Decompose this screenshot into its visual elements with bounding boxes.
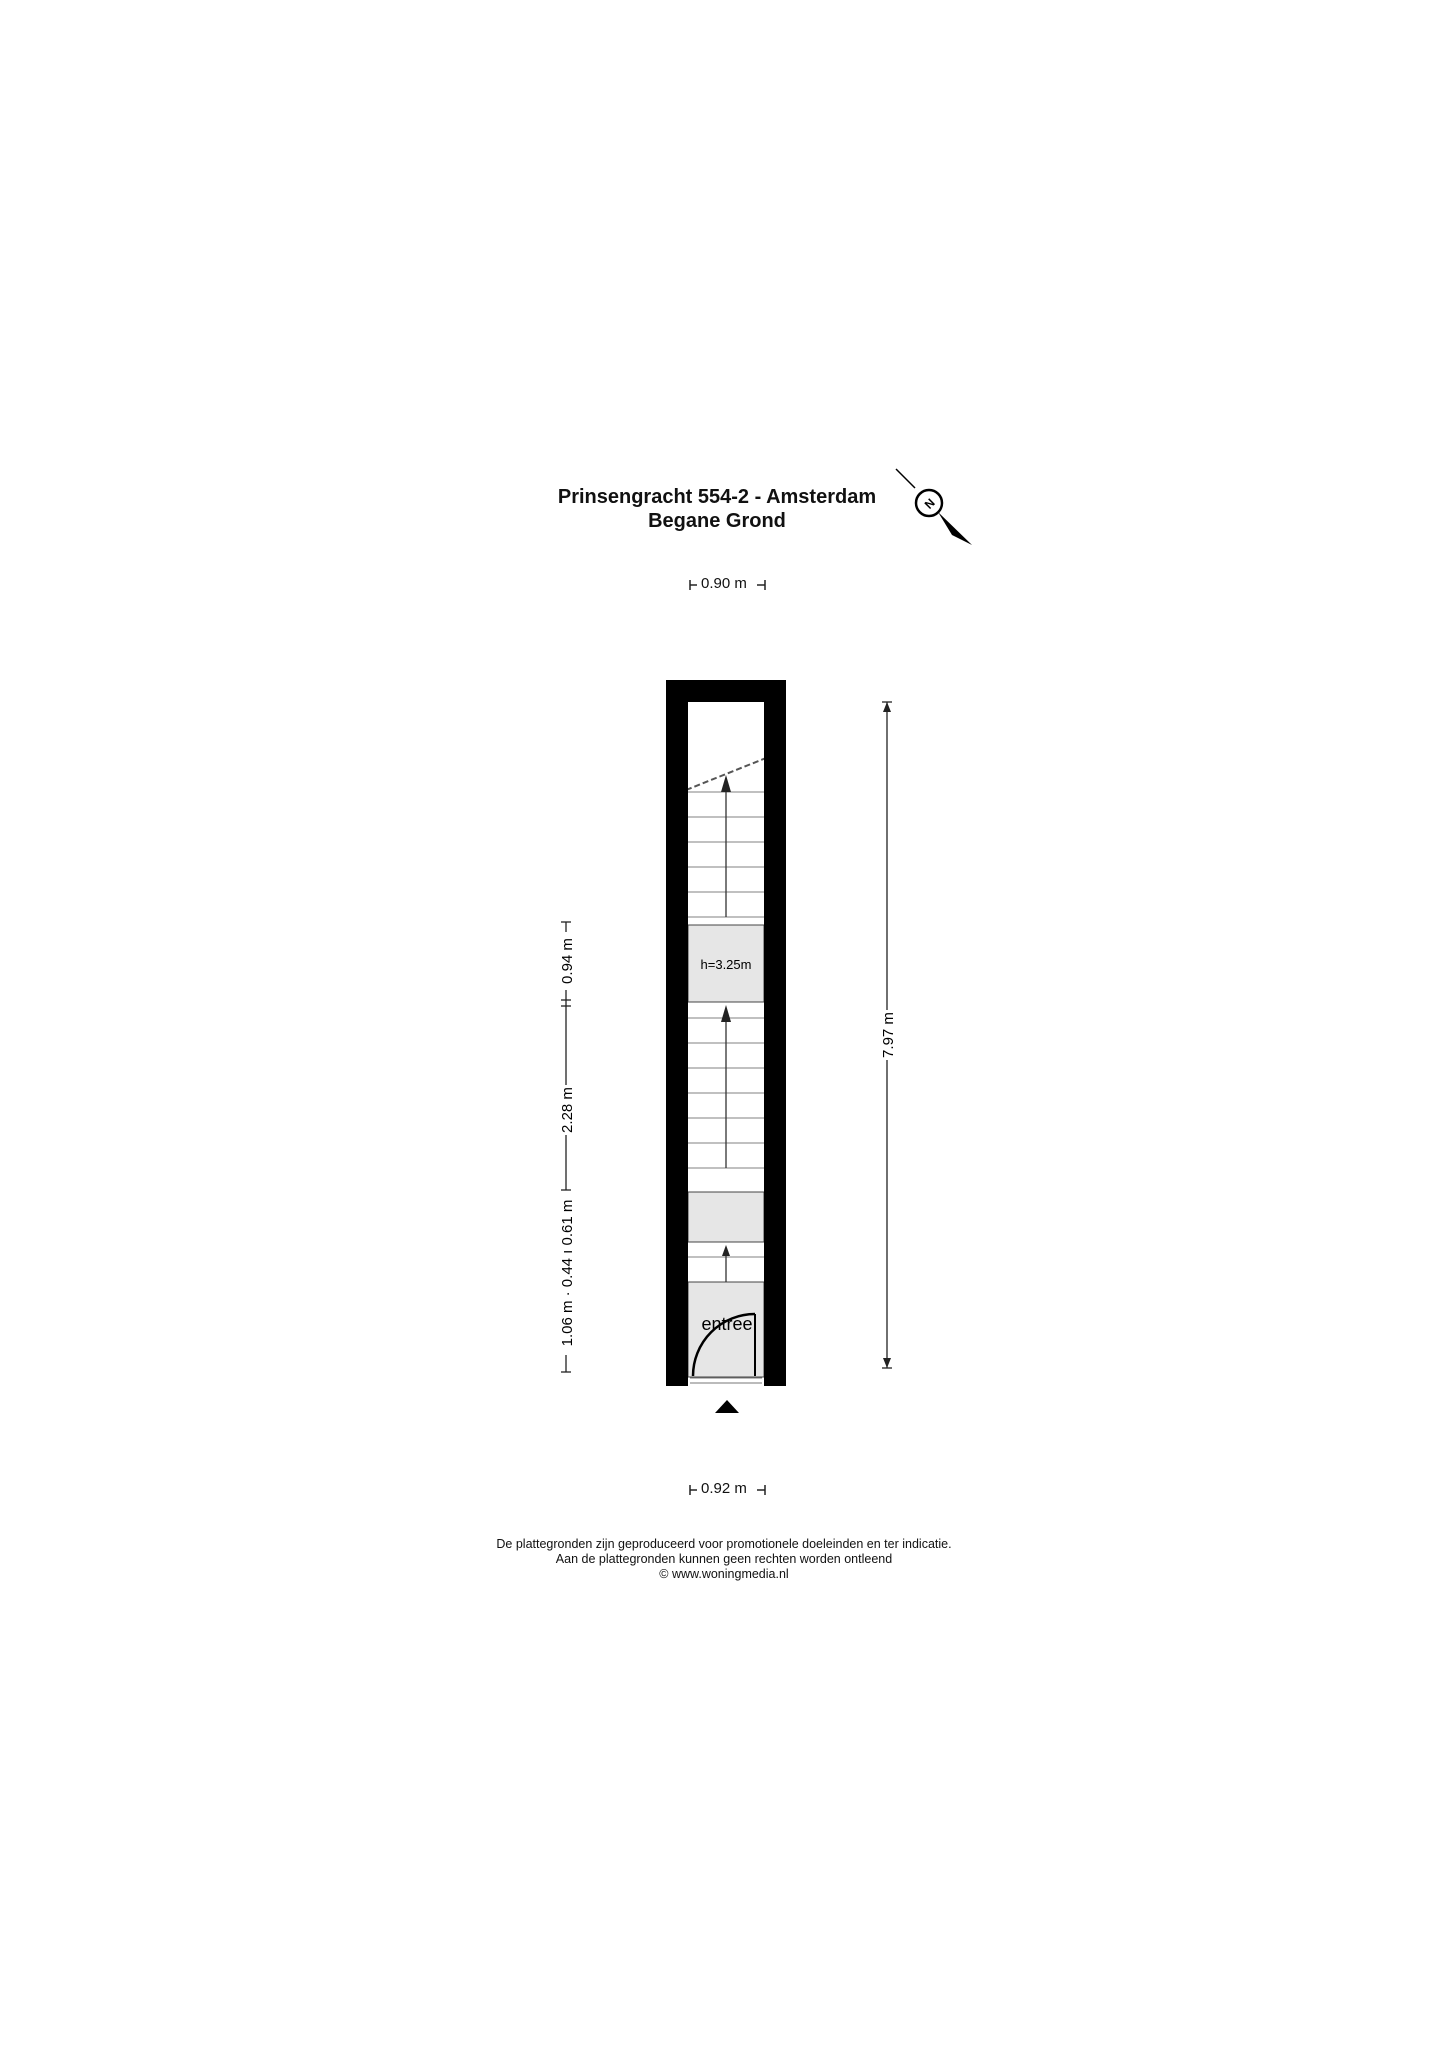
segment-1-label: 0.94 m [559,938,576,984]
total-length-label: 7.97 m [880,1012,897,1058]
entrance-arrow-icon [715,1400,739,1413]
disclaimer-line-1: De plattegronden zijn geproduceerd voor promotionele doeleinden en ter indicatie. [496,1537,952,1551]
copyright-line: © www.woningmedia.nl [659,1567,789,1581]
plan-title: Prinsengracht 554-2 - Amsterdam [557,486,877,508]
ceiling-height-label: h=3.25m [700,957,752,972]
north-label: N [921,495,938,512]
segment-2-label: 2.28 m [559,1087,576,1133]
top-width-label: 0.90 m [701,575,747,592]
segment-3-label: 1.06 m · 0.44 ı 0.61 m [559,1199,576,1347]
disclaimer-line-2: Aan de plattegronden kunnen geen rechten worden ontleend [555,1552,893,1566]
intermediate-landing [688,1192,764,1242]
entrance-label: entree [701,1314,753,1334]
bottom-width-label: 0.92 m [701,1480,747,1497]
north-arrow-icon [896,469,972,545]
floor-name: Begane Grond [648,510,786,532]
